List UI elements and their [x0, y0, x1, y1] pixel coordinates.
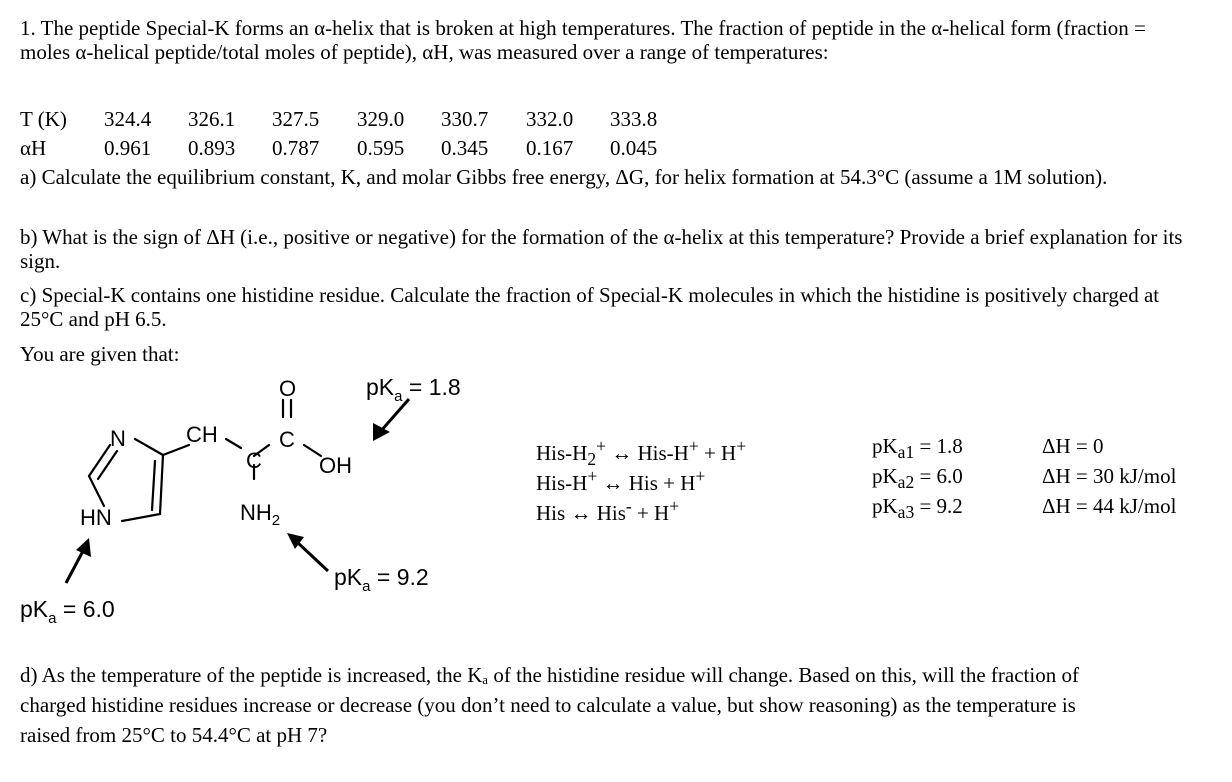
bond — [89, 476, 104, 506]
pka-value: = 1.8 — [402, 374, 461, 400]
atom-n-label: N — [110, 426, 126, 451]
pka-label-imidazole — [20, 596, 115, 627]
subscript: a1 — [897, 442, 915, 463]
superscript: - — [625, 496, 632, 516]
atom-c-alpha-label: C — [246, 448, 262, 473]
equilibrium-arrow: ↔ — [605, 441, 638, 465]
pka-prefix: pK — [872, 464, 898, 488]
equilibrium-dh: ΔH = 0 — [1042, 434, 1104, 458]
pka-prefix: pK — [872, 434, 898, 458]
atom-nh2-label — [240, 500, 280, 529]
bond — [98, 451, 117, 479]
table-cell: 0.167 — [526, 136, 574, 160]
proton: + H — [698, 441, 737, 465]
bond — [226, 439, 241, 448]
equilibrium-arrow: ↔ — [597, 471, 629, 495]
table-cell: 0.595 — [357, 136, 405, 160]
superscript: + — [669, 496, 680, 516]
table-cell: 0.893 — [188, 136, 236, 160]
atom-ch-label: CH — [186, 422, 218, 447]
proton: + H — [631, 501, 670, 525]
bond — [122, 514, 160, 521]
equilibrium-reaction — [536, 492, 679, 527]
equilibrium-arrow: ↔ — [565, 501, 597, 525]
part-d-text: d) As the temperature of the peptide is increased, the Kₐ of the histidine residue will change. Based on this, will the fraction of charged histidine residues increase or decrease (you don’t need to calculate a value, but show reasoning) as the temperature is raised from 25°C to 54.4°C at pH 7? — [20, 663, 1079, 747]
pka-value: = 6.0 — [56, 596, 115, 622]
atom-o-label: O — [279, 376, 297, 401]
part-a-text: a) Calculate the equilibrium constant, K, and molar Gibbs free energy, ΔG, for helix formation at 54.3°C (assume a 1M solution). — [20, 165, 1108, 189]
table-cell: 329.0 — [357, 107, 405, 131]
nh-subscript: 2 — [271, 512, 281, 529]
species: His — [536, 501, 566, 525]
atom-hn-label: HN — [80, 505, 112, 530]
pka-label-carboxyl — [366, 374, 461, 405]
superscript: + — [736, 436, 747, 456]
table-cell: 333.8 — [610, 107, 658, 131]
table-cell: 332.0 — [526, 107, 574, 131]
pka-subscript: a — [362, 578, 371, 595]
table-cell: 0.345 — [441, 136, 489, 160]
equilibrium-dh: ΔH = 44 kJ/mol — [1042, 494, 1177, 518]
subscript: a3 — [897, 502, 915, 523]
pka-prefix: pK — [366, 374, 395, 400]
pka-prefix: pK — [872, 494, 898, 518]
given-text: You are given that: — [20, 342, 180, 366]
atom-c-carboxyl-label: C — [279, 427, 295, 452]
question-intro: 1. The peptide Special-K forms an α-helix that is broken at high temperatures. The fraction of peptide in the α-helical form (fraction = moles α-helical peptide/total moles of peptide), αH, was measured over a range of temperatures: — [20, 16, 1146, 65]
subscript: a2 — [897, 472, 915, 493]
part-c-text: c) Special-K contains one histidine residue. Calculate the fraction of Special-K molecules in which the histidine is positively charged at 25°C and pH 6.5. — [20, 283, 1160, 332]
table-cell: 324.4 — [104, 107, 152, 131]
table-cell: 0.045 — [610, 136, 658, 160]
subscript: 2 — [587, 449, 597, 470]
atom-oh-label: OH — [319, 453, 352, 478]
species: His-H — [637, 441, 689, 465]
species: His — [628, 471, 658, 495]
equilibrium-pka — [872, 492, 963, 526]
row-label-alpha-helix: αH — [20, 136, 47, 160]
pka-prefix: pK — [20, 596, 49, 622]
species: His-H — [536, 441, 588, 465]
nh-text: NH — [240, 500, 272, 525]
table-cell: 0.787 — [272, 136, 320, 160]
superscript: + — [688, 436, 699, 456]
bond — [160, 455, 163, 514]
equilibrium-dh: ΔH = 30 kJ/mol — [1042, 464, 1177, 488]
superscript: + — [695, 466, 706, 486]
pka-value: = 6.0 — [914, 464, 963, 488]
bond — [89, 445, 110, 476]
pka-value: = 1.8 — [914, 434, 963, 458]
pka-subscript: a — [394, 388, 403, 405]
superscript: + — [596, 436, 606, 456]
pka-value: = 9.2 — [370, 564, 429, 590]
pka-label-amine — [334, 564, 429, 595]
species: His-H — [536, 471, 588, 495]
superscript: + — [587, 466, 598, 486]
histidine-structure — [0, 365, 520, 655]
proton: + H — [657, 471, 696, 495]
pka-subscript: a — [48, 610, 57, 627]
table-cell: 326.1 — [188, 107, 236, 131]
species: His — [596, 501, 626, 525]
pka-prefix: pK — [334, 564, 363, 590]
table-cell: 330.7 — [441, 107, 489, 131]
row-label-temperature: T (K) — [20, 107, 67, 131]
bond — [152, 461, 155, 510]
bond — [135, 439, 163, 455]
part-b-text: b) What is the sign of ΔH (i.e., positive or negative) for the formation of the α-helix at this temperature? Provide a brief explanation for its sign. — [20, 225, 1183, 274]
pka-value: = 9.2 — [914, 494, 963, 518]
table-cell: 327.5 — [272, 107, 320, 131]
table-cell: 0.961 — [104, 136, 152, 160]
